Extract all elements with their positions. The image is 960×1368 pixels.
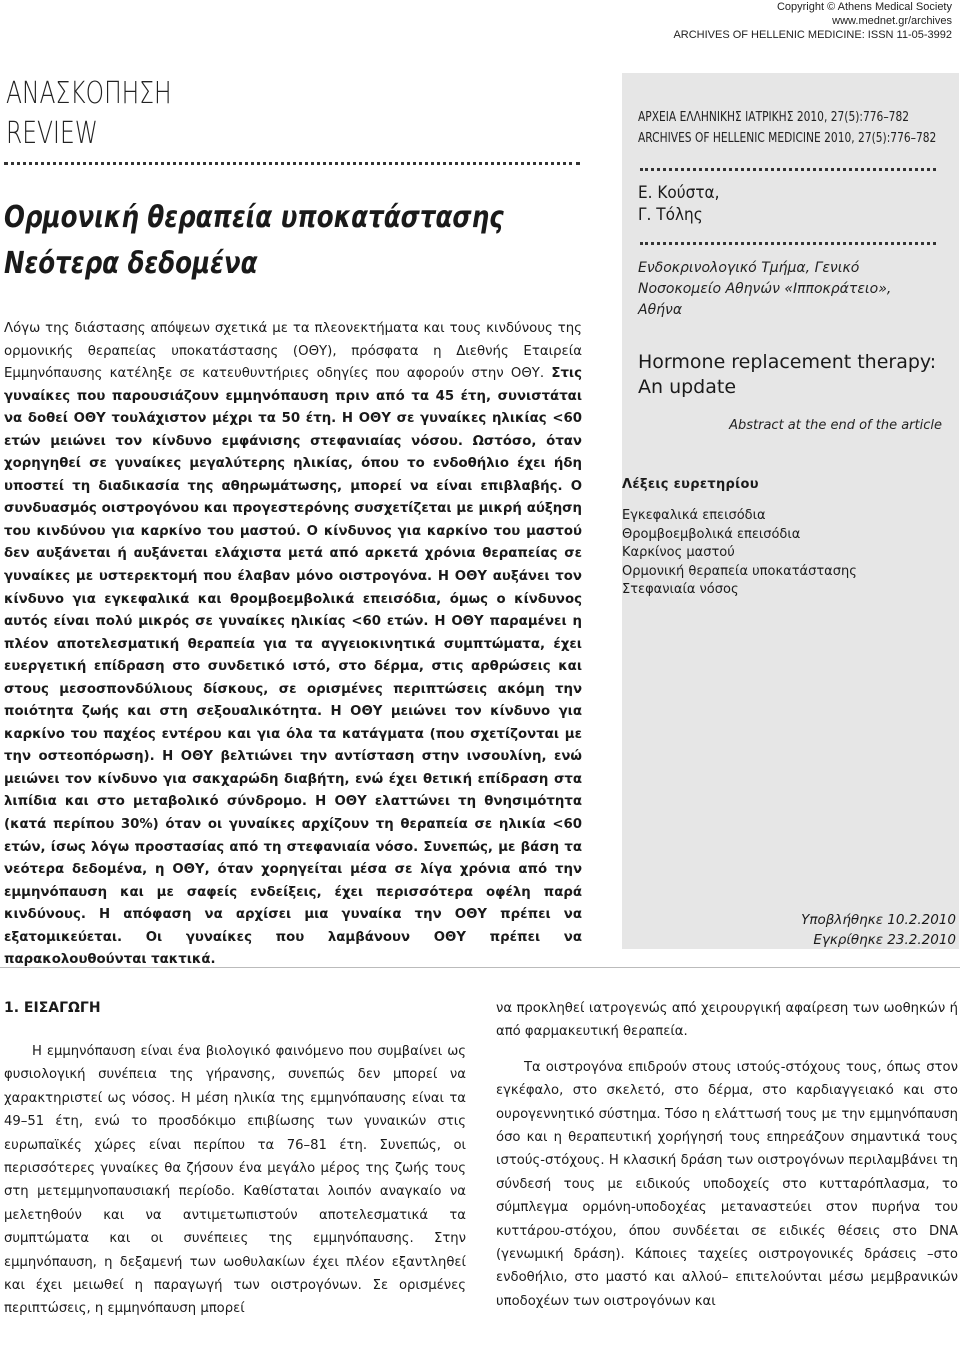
keywords-list xyxy=(622,507,857,600)
issn-line: ARCHIVES OF HELLENIC MEDICINE: ISSN 11-05-3992 xyxy=(673,29,952,41)
doc-type-greek: ΑΝΑΣΚΟΠΗΣΗ xyxy=(6,76,172,111)
article-title xyxy=(4,195,504,287)
submitted-date: Υποβλήθηκε 10.2.2010 xyxy=(801,912,956,928)
sidebar-dotted-divider-2 xyxy=(640,242,936,245)
keyword-item: Καρκίνος μαστού xyxy=(622,545,735,560)
body-right-column xyxy=(496,997,958,1325)
keyword-item: Ορμονική θεραπεία υποκατάστασης xyxy=(622,563,857,579)
title-line-1: Ορμονική θεραπεία υποκατάστασης xyxy=(4,200,504,235)
section-rule xyxy=(0,967,960,968)
section-heading: 1. ΕΙΣΑΓΩΓΗ xyxy=(4,1000,101,1016)
journal-citation-greek: ΑΡΧΕΙΑ ΕΛΛΗΝΙΚΗΣ ΙΑΤΡΙΚΗΣ 2010, 27(5):776–782 xyxy=(638,110,910,125)
url-line[interactable]: www.mednet.gr/archives xyxy=(832,15,952,27)
document-type xyxy=(6,74,172,154)
abstract-intro: Λόγω της διάστασης απόψεων σχετικά με τα πλεονεκτήματα και τους κινδύνους της ορμονικής θεραπείας υποκατάστασης (ΟΘΥ), πρόσφατα η Διεθνής Εταιρεία Εμμηνόπαυσης κατέληξε σε κατευθυντήριες οδηγίες που αφορούν στην ΟΘΥ. xyxy=(4,321,582,382)
journal-citation xyxy=(638,107,936,149)
body-paragraph: να προκληθεί ιατρογενώς από χειρουργική αφαίρεση των ωοθηκών ή από φαρμακευτική θεραπεία. xyxy=(496,1001,958,1040)
greek-abstract xyxy=(4,318,582,972)
keywords-heading: Λέξεις ευρετηρίου xyxy=(622,477,759,492)
journal-citation-english: ARCHIVES OF HELLENIC MEDICINE 2010, 27(5):776–782 xyxy=(638,131,937,146)
authors xyxy=(638,182,720,226)
body-left-column: Η εμμηνόπαυση είναι ένα βιολογικό φαινόμενο που συμβαίνει ως φυσιολογική συνέπεια της γήρανσης, συνεπώς δεν μπορεί να χαρακτηριστεί ως νόσος. Η μέση ηλικία της εμμηνόπαυσης είναι τα 49–51 έτη, ενώ το προσδόκιμο επιβίωσης των γυναικών στις ευρωπαϊκές χώρες είναι περίπου τα 76–81 έτη. Συνεπώς, οι περισσότερες γυναίκες θα ζήσουν ένα μεγάλο μέρος της ζωής τους στη μετεμμηνοπαυσιακή περίοδο. Καθίσταται λοιπόν αναγκαίο να μελετηθούν και να αντιμετωπιστούν αποτελεσματικά τα συμπτώματα και οι συνέπειες της εμμηνόπαυσης. Στην εμμηνόπαυση, η δεξαμενή των ωοθυλακίων έχει πλέον εξαντληθεί και έχει μειωθεί η παραγωγή των οιστρογόνων. Σε ορισμένες περιπτώσεις, η εμμηνόπαυση μπορεί xyxy=(4,1044,466,1317)
doc-type-english: REVIEW xyxy=(6,116,98,151)
english-title-line-1: Hormone replacement therapy: xyxy=(638,351,937,373)
title-line-2: Νεότερα δεδομένα xyxy=(4,246,258,281)
copyright-header xyxy=(673,0,952,42)
submission-dates xyxy=(801,910,956,950)
author-2: Γ. Τόλης xyxy=(638,205,703,225)
affiliation: Ενδοκρινολογικό Τμήμα, Γενικό Νοσοκομείο Αθηνών «Ιπποκράτειο», Αθήνα xyxy=(638,260,892,318)
abstract-note: Abstract at the end of the article xyxy=(729,418,942,433)
keyword-item: Εγκεφαλικά επεισόδια xyxy=(622,508,766,523)
accepted-date: Εγκρίθηκε 23.2.2010 xyxy=(813,932,956,948)
dotted-divider xyxy=(4,162,580,165)
english-title-line-2: An update xyxy=(638,376,737,398)
copyright-line: Copyright © Athens Medical Society xyxy=(776,1,952,13)
sidebar-dotted-divider xyxy=(640,168,936,171)
body-paragraph: Τα οιστρογόνα επιδρούν στους ιστούς-στόχους τους, όπως στον εγκέφαλο, στο σκελετό, στο δέρμα, στο καρδιαγγειακό και στο ουρογεννητικό σύστημα. Τόσο η ελάττωσή τους με την εμμηνόπαυση όσο και η θεραπευτική χορήγησή τους επηρεάζουν σημαντικά τους ιστούς-στόχους. Η κλασική δράση των οιστρογόνων περιλαμβάνει τη σύνδεσή τους με ειδικούς υποδοχείς στο κυτταρόπλασμα, το σύμπλεγμα ορμόνη-υποδοχέας μεταναστεύει στον πυρήνα του κυττάρου-στόχου, όπου συνδέεται σε ειδικές θέσεις στο DNA (γενωμική δράση). Κάποιες ταχείες οιστρογονικές δράσεις –στο ενδοθήλιο, στο μαστό και αλλού– επιτελούνται μέσω μεμβρανικών υποδοχέων των οιστρογόνων και xyxy=(496,1059,958,1309)
english-title xyxy=(638,350,936,400)
keyword-item: Στεφανιαία νόσος xyxy=(622,582,739,597)
keyword-item: Θρομβοεμβολικά επεισόδια xyxy=(622,526,801,542)
abstract-body: Στις γυναίκες που παρουσιάζουν εμμηνόπαυση πριν από τα 45 έτη, συνιστάται να δοθεί ΟΘΥ τουλάχιστον μέχρι τα 50 έτη. Η ΟΘΥ σε γυναίκες ηλικίας <60 ετών μειώνει τον κίνδυνο εμφάνισης στεφανιαίας νόσου. Ωστόσο, όταν χορηγηθεί σε γυναίκες μεγαλύτερης ηλικίας, όπου το ενδοθήλιο έχει ήδη υποστεί τη διαδικασία της αθηρωμάτωσης, μπορεί να είναι επιβλαβής. Ο συνδυασμός οιστρογόνου και προγεστερόνης συσχετίζεται με μικρή αύξηση του κινδύνου για καρκίνο του μαστού. Ο κίνδυνος για καρκίνο του μαστού δεν αυξάνεται ή αυξάνεται ελάχιστα μετά από αρκετά χρόνια θεραπείας σε γυναίκες με υστερεκτομή που έλαβαν μόνο οιστρογόνα. Η ΟΘΥ αυξάνει τον κίνδυνο για εγκεφαλικά και θρομβοεμβολικά επεισόδια, όμως ο κίνδυνος αυτός είναι πολύ μικρός σε γυναίκες ηλικίας <60 ετών. Η ΟΘΥ παραμένει η πλέον αποτελεσματική θεραπεία για τα αγγειοκινητικά συμπτώματα, έχει ευεργετική επίδραση στο συνδετικό ιστό, στο δέρμα, στις αρθρώσεις και στους μεσοσπονδύλιους δίσκους, σε ορισμένες περιπτώσεις ακόμη την ποιότητα ζωής και στη σεξουαλικότητα. Η ΟΘΥ μειώνει τον κίνδυνο για καρκίνο του παχέος εντέρου και για όλα τα κατάγματα (που σχετίζονται με την οστεοπόρωση). Η ΟΘΥ βελτιώνει την αντίσταση στην ινσουλίνη, ενώ μειώνει τον κίνδυνο για σακχαρώδη διαβήτη, ενώ έχει θετική επίδραση στα λιπίδια και στο μεταβολικό σύνδρομο. Η ΟΘΥ ελαττώνει τη θνησιμότητα (κατά περίπου 30%) όταν οι γυναίκες αρχίζουν τη θεραπεία σε ηλικία <60 ετών, ίσως λόγω προστασίας από τη στεφανιαία νόσο. Συνεπώς, με βάση τα νεότερα δεδομένα, η ΟΘΥ, όταν χορηγείται μέσα σε λίγα χρόνια από την εμμηνόπαυση και με σαφείς ενδείξεις, έχει περισσότερα οφέλη παρά κινδύνους. Η απόφαση να αρχίσει μια γυναίκα την ΟΘΥ πρέπει να εξατομικεύεται. Οι γυναίκες που λαμβάνουν ΟΘΥ πρέπει να παρακολουθούνται τακτικά. xyxy=(4,366,582,968)
author-1: Ε. Κούστα, xyxy=(638,183,720,203)
